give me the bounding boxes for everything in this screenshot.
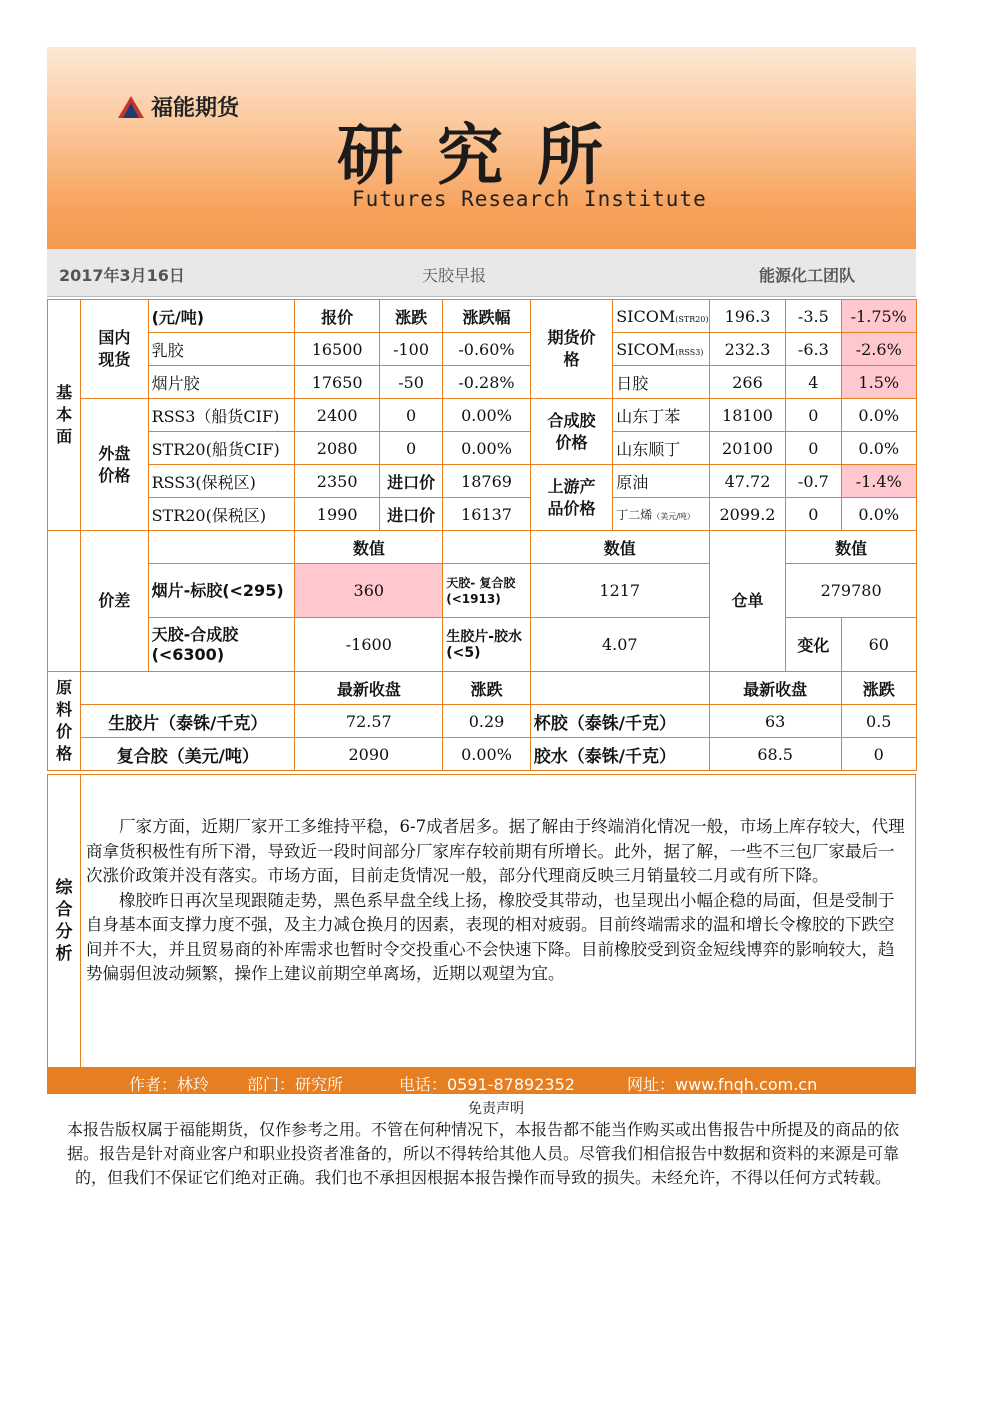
spread-value: -1600: [295, 618, 443, 672]
synthetic-pct: 0.0%: [841, 399, 916, 432]
report-name: 天胶早报: [422, 266, 487, 285]
upstream-pct: -1.4%: [841, 465, 916, 498]
raw-name: 胶水（泰铢/千克）: [530, 738, 709, 771]
overseas-price: 2350: [295, 465, 379, 498]
futures-name: 日胶: [613, 366, 710, 399]
raw-close-header: 最新收盘: [709, 672, 841, 705]
futures-pct: -2.6%: [841, 333, 916, 366]
overseas-price: 2400: [295, 399, 379, 432]
section-warehouse: 仓单: [709, 531, 785, 672]
logo-triangle-icon: [117, 95, 145, 119]
section-synthetic: 合成胶价格: [530, 399, 612, 465]
futures-pct: -1.75%: [841, 300, 916, 333]
raw-chg: 0.29: [443, 705, 531, 738]
overseas-chg: 0: [379, 399, 442, 432]
analysis-paragraph: 厂家方面，近期厂家开工多维持平稳，6-7成者居多。据了解由于终端消化情况一般，市场上库存较大，代理商拿货积极性有所下滑，导致近一段时间部分厂家库存较前期有所增长。此外，据了解，一些不三包厂家最后一次涨价政策并没有落实。市场方面，目前走货情况一般，部分代理商反映三月销量较二月或有所下降。: [86, 817, 905, 885]
synthetic-price: 18100: [709, 399, 785, 432]
raw-chg-header: 涨跌: [841, 672, 916, 705]
domestic-chg: -50: [379, 366, 442, 399]
domestic-name: 乳胶: [148, 333, 295, 366]
spread-label: 生胶片-胶水(<5): [443, 618, 531, 672]
spread-value: 1217: [530, 564, 709, 618]
raw-chg: 0.00%: [443, 738, 531, 771]
synthetic-price: 20100: [709, 432, 785, 465]
raw-chg: 0: [841, 738, 916, 771]
upstream-pct: 0.0%: [841, 498, 916, 531]
raw-chg: 0.5: [841, 705, 916, 738]
upstream-name: 原油: [613, 465, 710, 498]
domestic-price: 16500: [295, 333, 379, 366]
futures-pct: 1.5%: [841, 366, 916, 399]
upstream-chg: -0.7: [786, 465, 841, 498]
domestic-pct: -0.60%: [443, 333, 531, 366]
overseas-name: RSS3(保税区): [148, 465, 295, 498]
disclaimer-text: 本报告版权属于福能期货，仅作参考之用。不管在何种情况下，本报告都不能当作购买或出售报告中所提及的商品的依据。报告是针对商业客户和职业投资者准备的，所以不得转给其他人员。尽管我们相信报告中数据和资料的来源是可靠的，但我们不保证它们绝对正确。我们也不承担因根据本报告操作而导致的损失。未经允许，不得以任何方式转载。: [66, 1120, 899, 1187]
market-table: [47, 299, 917, 771]
raw-close: 72.57: [295, 705, 443, 738]
futures-name: SICOM(RSS3): [613, 333, 710, 366]
raw-chg-header: 涨跌: [443, 672, 531, 705]
author: 作者：林玲: [129, 1075, 210, 1094]
logo-text: 福能期货: [151, 96, 240, 121]
analysis-section: [47, 774, 916, 1068]
report-header: [47, 47, 916, 249]
overseas-name: STR20(保税区): [148, 498, 295, 531]
futures-price: 196.3: [709, 300, 785, 333]
import-price-label: 进口价: [379, 498, 442, 531]
futures-price: 232.3: [709, 333, 785, 366]
info-band: [47, 249, 916, 297]
disclaimer-title: 免责声明: [468, 1101, 524, 1117]
overseas-name: RSS3（船货CIF): [148, 399, 295, 432]
synthetic-chg: 0: [786, 399, 841, 432]
synthetic-name: 山东顺丁: [613, 432, 710, 465]
raw-name: 生胶片（泰铢/千克）: [81, 705, 295, 738]
spread-value: 360: [295, 564, 443, 618]
upstream-chg: 0: [786, 498, 841, 531]
futures-chg: -6.3: [786, 333, 841, 366]
spread-value: 4.07: [530, 618, 709, 672]
section-upstream: 上游产品价格: [530, 465, 612, 531]
overseas-chg: 0: [379, 432, 442, 465]
futures-chg: -3.5: [786, 300, 841, 333]
raw-close-header: 最新收盘: [295, 672, 443, 705]
synthetic-chg: 0: [786, 432, 841, 465]
raw-name: 复合胶（美元/吨）: [81, 738, 295, 771]
upstream-name: 丁二烯（美元/吨）: [613, 498, 710, 531]
spread-label: 天胶-合成胶(<6300): [148, 618, 295, 672]
section-overseas: 外盘价格: [81, 399, 148, 531]
domestic-pct: -0.28%: [443, 366, 531, 399]
page-subtitle: Futures Research Institute: [352, 187, 707, 211]
team-name: 能源化工团队: [759, 266, 856, 285]
section-raw: 原料价格: [48, 672, 81, 771]
upstream-price: 2099.2: [709, 498, 785, 531]
domestic-unit-header: (元/吨): [148, 300, 295, 333]
analysis-paragraph: 橡胶昨日再次呈现跟随走势，黑色系早盘全线上扬，橡胶受其带动，也呈现出小幅企稳的局面，但是受制于自身基本面支撑力度不强，及主力减仓换月的因素，表现的相对疲弱。目前终端需求的温和增长令橡胶的下跌空间并不大，并且贸易商的补库需求也暂时令交投重心不会快速下降。目前橡胶受到资金短线博弈的影响较大，趋势偏弱但波动频繁，操作上建议前期空单离场，近期以观望为宜。: [86, 890, 895, 983]
domestic-name: 烟片胶: [148, 366, 295, 399]
analysis-text: [86, 815, 908, 987]
overseas-price: 2080: [295, 432, 379, 465]
report-date: 2017年3月16日: [59, 266, 185, 285]
section-fundamental-cont: [48, 531, 81, 672]
domestic-pct-header: 涨跌幅: [443, 300, 531, 333]
futures-price: 266: [709, 366, 785, 399]
warehouse-value-header: 数值: [786, 531, 917, 564]
section-futures: 期货价格: [530, 300, 612, 399]
import-price: 16137: [443, 498, 531, 531]
upstream-price: 47.72: [709, 465, 785, 498]
spread-value-header: 数值: [295, 531, 443, 564]
department: 部门：研究所: [247, 1075, 344, 1094]
domestic-chg: -100: [379, 333, 442, 366]
spread-value-header: 数值: [530, 531, 709, 564]
website-link[interactable]: 网址：www.fnqh.com.cn: [627, 1075, 818, 1094]
section-domestic: 国内现货: [81, 300, 148, 399]
contact-footer: [47, 1068, 916, 1094]
company-logo: [117, 91, 239, 122]
domestic-price: 17650: [295, 366, 379, 399]
change-value: 60: [841, 618, 916, 672]
raw-close: 63: [709, 705, 841, 738]
warehouse-value: 279780: [786, 564, 917, 618]
page-title: 研究所: [337, 116, 637, 194]
futures-chg: 4: [786, 366, 841, 399]
overseas-pct: 0.00%: [443, 399, 531, 432]
raw-name: 杯胶（泰铢/千克）: [530, 705, 709, 738]
spread-label: 天胶- 复合胶(<1913): [443, 564, 531, 618]
import-price: 18769: [443, 465, 531, 498]
section-fundamental: 基本面: [48, 300, 81, 531]
synthetic-name: 山东丁苯: [613, 399, 710, 432]
section-spread: 价差: [81, 531, 148, 672]
synthetic-pct: 0.0%: [841, 432, 916, 465]
domestic-price-header: 报价: [295, 300, 379, 333]
change-label: 变化: [786, 618, 841, 672]
spread-label: 烟片-标胶(<295): [148, 564, 295, 618]
raw-close: 68.5: [709, 738, 841, 771]
overseas-price: 1990: [295, 498, 379, 531]
overseas-pct: 0.00%: [443, 432, 531, 465]
raw-close: 2090: [295, 738, 443, 771]
overseas-name: STR20(船货CIF): [148, 432, 295, 465]
domestic-chg-header: 涨跌: [379, 300, 442, 333]
futures-name: SICOM(STR20): [613, 300, 710, 333]
import-price-label: 进口价: [379, 465, 442, 498]
phone: 电话：0591-87892352: [399, 1075, 575, 1094]
section-analysis: 综合分析: [48, 775, 81, 1067]
